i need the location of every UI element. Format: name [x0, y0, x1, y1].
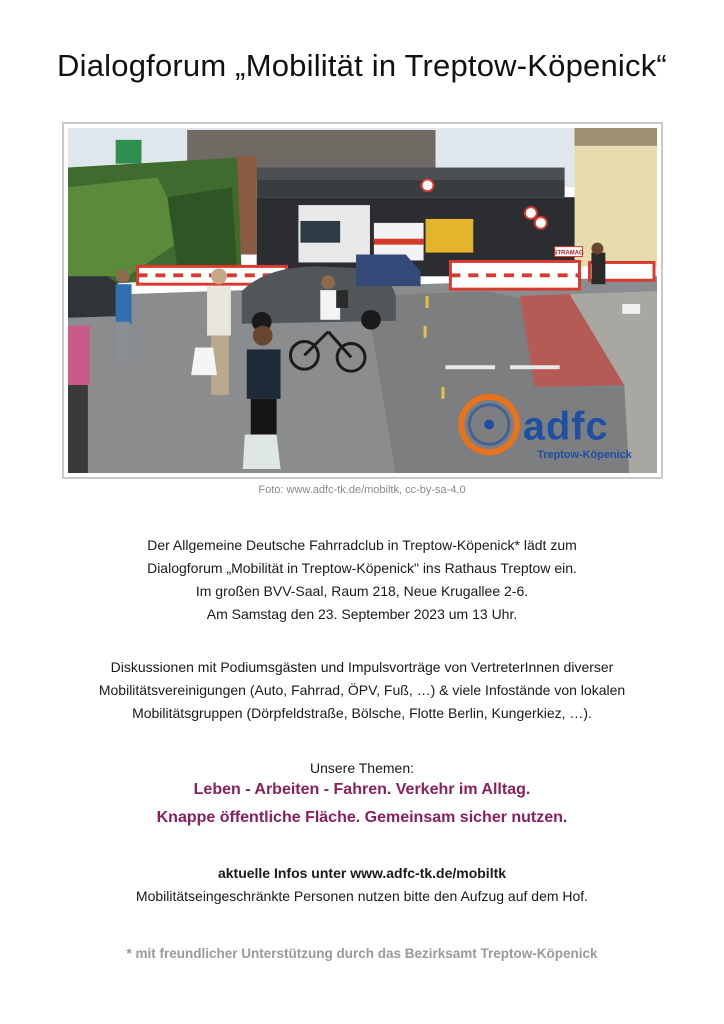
theme-line: Leben - Arbeiten - Fahren. Verkehr im Alltag.	[193, 781, 531, 798]
page-title: Dialogforum „Mobilität in Treptow-Köpenick“	[57, 48, 667, 83]
footnote: * mit freundlicher Unterstützung durch das Bezirksamt Treptow-Köpenick	[126, 946, 598, 961]
intro-line: Am Samstag den 23. September 2023 um 13 Uhr.	[206, 606, 518, 622]
themes-label-text: Unsere Themen:	[309, 760, 414, 776]
description-line: Diskussionen mit Podiumsgästen und Impulsvorträge von VertreterInnen diverser	[110, 659, 614, 675]
adfc-logo-subtext: Treptow-Köpenick	[537, 449, 632, 462]
photo-credit: Foto: www.adfc-tk.de/mobiltk, cc-by-sa-4.0	[258, 484, 466, 496]
intro-line: Im großen BVV-Saal, Raum 218, Neue Krugallee 2-6.	[195, 583, 529, 599]
intro-line: Der Allgemeine Deutsche Fahrradclub in Treptow-Köpenick* lädt zum	[147, 537, 577, 553]
accessibility-line: Mobilitätseingeschränkte Personen nutzen bitte den Aufzug auf dem Hof.	[135, 888, 589, 904]
construction-sign-label: STRAMAG	[553, 250, 584, 257]
description-block	[0, 656, 724, 725]
street-photo	[62, 122, 663, 479]
description-line: Mobilitätsvereinigungen (Auto, Fahrrad, ÖPV, Fuß, …) & viele Infostände von lokalen	[98, 682, 626, 698]
description-line: Mobilitätsgruppen (Dörpfeldstraße, Bölsche, Flotte Berlin, Kungerkiez, …).	[132, 705, 592, 721]
intro-line: Dialogforum „Mobilität in Treptow-Köpenick" ins Rathaus Treptow ein.	[147, 560, 577, 576]
themes-block	[0, 776, 724, 832]
info-link-line: aktuelle Infos unter www.adfc-tk.de/mobiltk	[217, 865, 507, 881]
theme-line: Knappe öffentliche Fläche. Gemeinsam sicher nutzen.	[156, 809, 568, 826]
info-block	[0, 862, 724, 908]
street-scene-image	[68, 128, 657, 473]
intro-block	[0, 534, 724, 626]
adfc-logo-text: adfc	[522, 404, 609, 449]
